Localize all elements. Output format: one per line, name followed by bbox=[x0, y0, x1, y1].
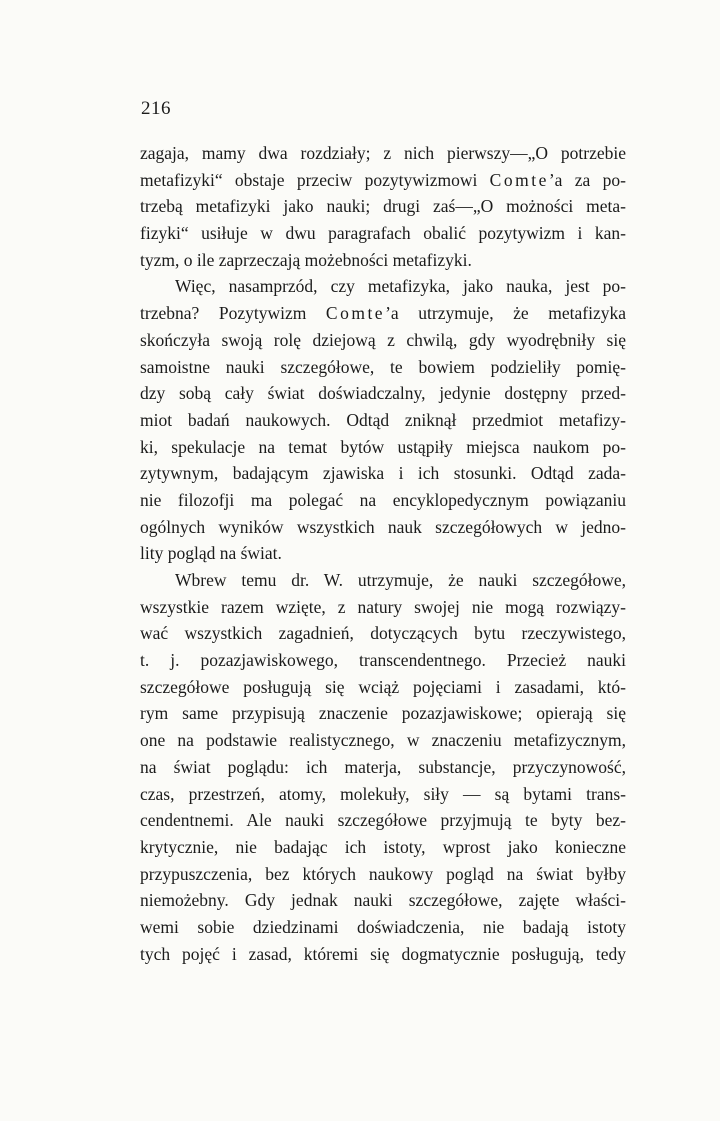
paragraph-1 bbox=[140, 140, 626, 273]
body-text bbox=[140, 140, 626, 967]
text-line: czas, przestrzeń, atomy, molekuły, siły — są bytami trans- bbox=[140, 783, 626, 804]
text-line: nie filozofji ma polegać na encyklopedycznym powiązaniu bbox=[140, 489, 626, 510]
text-line: cendentnemi. Ale nauki szczegółowe przyjmują te byty bez- bbox=[140, 810, 626, 831]
text-line: one na podstawie realistycznego, w znaczeniu metafizycznym, bbox=[140, 730, 626, 751]
text-line: Wbrew temu dr. W. utrzymuje, że nauki szczegółowe, bbox=[175, 570, 626, 590]
text-line: krytycznie, nie badając ich istoty, wprost jako konieczne bbox=[140, 836, 626, 857]
page-number: 216 bbox=[141, 98, 171, 119]
text-line: lity pogląd na świat. bbox=[140, 543, 282, 564]
text-line: zagaja, mamy dwa rozdziały; z nich pierwszy—„O potrzebie bbox=[140, 143, 626, 163]
text-line: wać wszystkich zagadnień, dotyczących bytu rzeczywistego, bbox=[140, 623, 626, 644]
text-line: ogólnych wyników wszystkich nauk szczegółowych w jedno- bbox=[140, 516, 626, 537]
text-line: wemi sobie dziedzinami doświadczenia, nie badają istoty bbox=[140, 916, 626, 937]
text-line: na świat poglądu: ich materja, substancje, przyczynowość, bbox=[140, 756, 626, 777]
text-line: Więc, nasamprzód, czy metafizyka, jako nauka, jest po- bbox=[175, 276, 626, 297]
text-line: szczegółowe posługują się wciąż pojęciami i zasadami, któ- bbox=[140, 676, 626, 697]
text-line: t. j. pozazjawiskowego, transcendentnego. Przecież nauki bbox=[140, 650, 626, 671]
text-line: niemożebny. Gdy jednak nauki szczegółowe, zajęte właści- bbox=[140, 890, 626, 911]
text-line: samoistne nauki szczegółowe, te bowiem podzieliły pomię- bbox=[140, 356, 626, 377]
text-line: wszystkie razem wzięte, z natury swojej nie mogą rozwiązy- bbox=[140, 596, 626, 617]
paragraph-3 bbox=[140, 567, 626, 967]
text-line: zytywnym, badającym zjawiska i ich stosunki. Odtąd zada- bbox=[140, 463, 626, 484]
text-line: rym same przypisują znaczenie pozazjawiskowe; opierają się bbox=[140, 703, 626, 724]
text-line: skończyła swoją rolę dziejową z chwilą, gdy wyodrębniły się bbox=[140, 329, 626, 350]
text-line: trzebą metafizyki jako nauki; drugi zaś—„O możności meta- bbox=[140, 196, 626, 217]
text-line: fizyki“ usiłuje w dwu paragrafach obalić pozytywizm i kan- bbox=[140, 223, 626, 244]
text-line: miot badań naukowych. Odtąd zniknął przedmiot metafizy- bbox=[140, 409, 626, 430]
text-line: przypuszczenia, bez których naukowy pogląd na świat byłby bbox=[140, 863, 626, 884]
text-line: dzy sobą cały świat doświadczalny, jedynie dostępny przed- bbox=[140, 383, 626, 404]
text-line: trzebna? Pozytywizm Comte’a utrzymuje, że metafizyka bbox=[140, 303, 626, 324]
paragraph-2 bbox=[140, 273, 626, 567]
text-line: tych pojęć i zasad, któremi się dogmatycznie posługują, tedy bbox=[140, 943, 626, 964]
text-line: metafizyki“ obstaje przeciw pozytywizmowi Comte’a za po- bbox=[140, 169, 626, 190]
text-line: tyzm, o ile zaprzeczają możebności metafizyki. bbox=[140, 249, 472, 270]
text-line: ki, spekulacje na temat bytów ustąpiły miejsca naukom po- bbox=[140, 436, 626, 457]
